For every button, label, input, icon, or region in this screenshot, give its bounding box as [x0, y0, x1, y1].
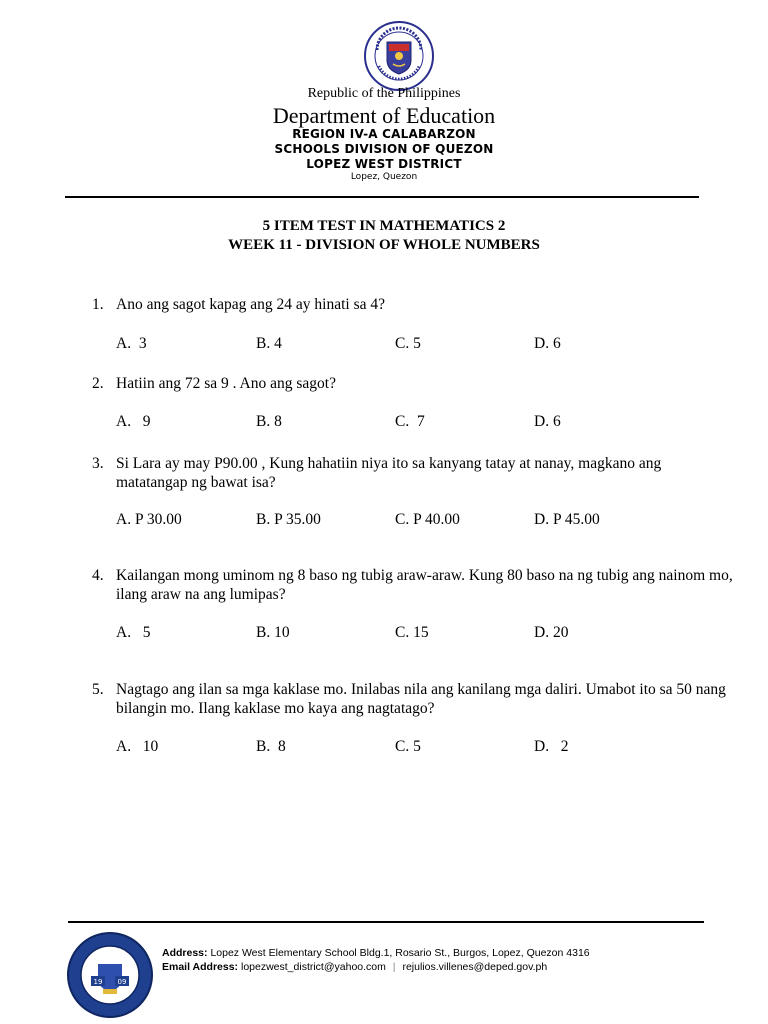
address-label: Address:	[162, 947, 208, 959]
choice-b: B. 8	[256, 413, 282, 430]
district-seal-logo	[65, 930, 155, 1020]
choice-a: A. 3	[116, 335, 147, 352]
question-number: 1.	[92, 296, 104, 313]
district-text: LOPEZ WEST DISTRICT	[306, 157, 462, 171]
email-label: Email Address:	[162, 961, 239, 973]
choice-b: B. 10	[256, 624, 290, 641]
email-secondary: rejulios.villenes@deped.gov.ph	[402, 961, 548, 973]
test-subtitle: WEEK 11 - DIVISION OF WHOLE NUMBERS	[228, 237, 540, 253]
address-line	[162, 947, 590, 959]
email-separator: |	[392, 961, 396, 973]
test-title: 5 ITEM TEST IN MATHEMATICS 2	[262, 218, 506, 234]
header-divider	[65, 196, 699, 198]
choice-c: C. 5	[395, 738, 421, 755]
choice-c: C. 7	[395, 413, 425, 430]
choice-b: B. 4	[256, 335, 282, 352]
question-number: 5.	[92, 681, 104, 698]
address-value: Lopez West Elementary School Bldg.1, Rosario St., Burgos, Lopez, Quezon 4316	[210, 947, 590, 959]
choice-d: D. 2	[534, 738, 569, 755]
question-text: Si Lara ay may P90.00 , Kung hahatiin niya ito sa kanyang tatay at nanay, magkano ang matatangap ng bawat isa?	[116, 455, 662, 491]
choice-d: D. 6	[534, 335, 561, 352]
question-text: Hatiin ang 72 sa 9 . Ano ang sagot?	[116, 375, 336, 392]
choice-d: D. P 45.00	[534, 511, 600, 528]
question-text: Nagtago ang ilan sa mga kaklase mo. Inilabas nila ang kanilang mga daliri. Umabot ito sa 50 nang bilangin mo. Ilang kaklase mo kaya ang nagtatago?	[116, 681, 726, 717]
choice-d: D. 6	[534, 413, 561, 430]
town-text: Lopez, Quezon	[350, 172, 418, 182]
email-line	[162, 961, 547, 973]
question-number: 2.	[92, 375, 104, 392]
choice-a: A. 10	[116, 738, 159, 755]
email-primary: lopezwest_district@yahoo.com	[240, 961, 386, 973]
choice-a: A. P 30.00	[116, 511, 182, 528]
choice-c: C. P 40.00	[395, 511, 460, 528]
question-number: 3.	[92, 455, 104, 472]
question-text: Ano ang sagot kapag ang 24 ay hinati sa 4?	[116, 296, 386, 313]
seal-year-left: 19	[93, 978, 103, 986]
choice-d: D. 20	[534, 624, 569, 641]
republic-text: Republic of the Philippines	[307, 86, 461, 101]
footer-divider	[68, 921, 704, 923]
division-text: SCHOOLS DIVISION OF QUEZON	[274, 142, 494, 156]
region-text: REGION IV-A CALABARZON	[292, 127, 476, 141]
choice-a: A. 9	[116, 413, 151, 430]
choice-b: B. P 35.00	[256, 511, 321, 528]
deped-seal-logo	[363, 20, 435, 92]
question-number: 4.	[92, 567, 104, 584]
choice-b: B. 8	[256, 738, 286, 755]
department-title: Department of Education	[272, 103, 496, 128]
question-text: Kailangan mong uminom ng 8 baso ng tubig araw-araw. Kung 80 baso na ng tubig ang nainom mo, ilang araw na ang lumipas?	[116, 567, 733, 603]
choice-c: C. 5	[395, 335, 421, 352]
choice-c: C. 15	[395, 624, 429, 641]
seal-year-right: 09	[117, 978, 127, 986]
choice-a: A. 5	[116, 624, 151, 641]
